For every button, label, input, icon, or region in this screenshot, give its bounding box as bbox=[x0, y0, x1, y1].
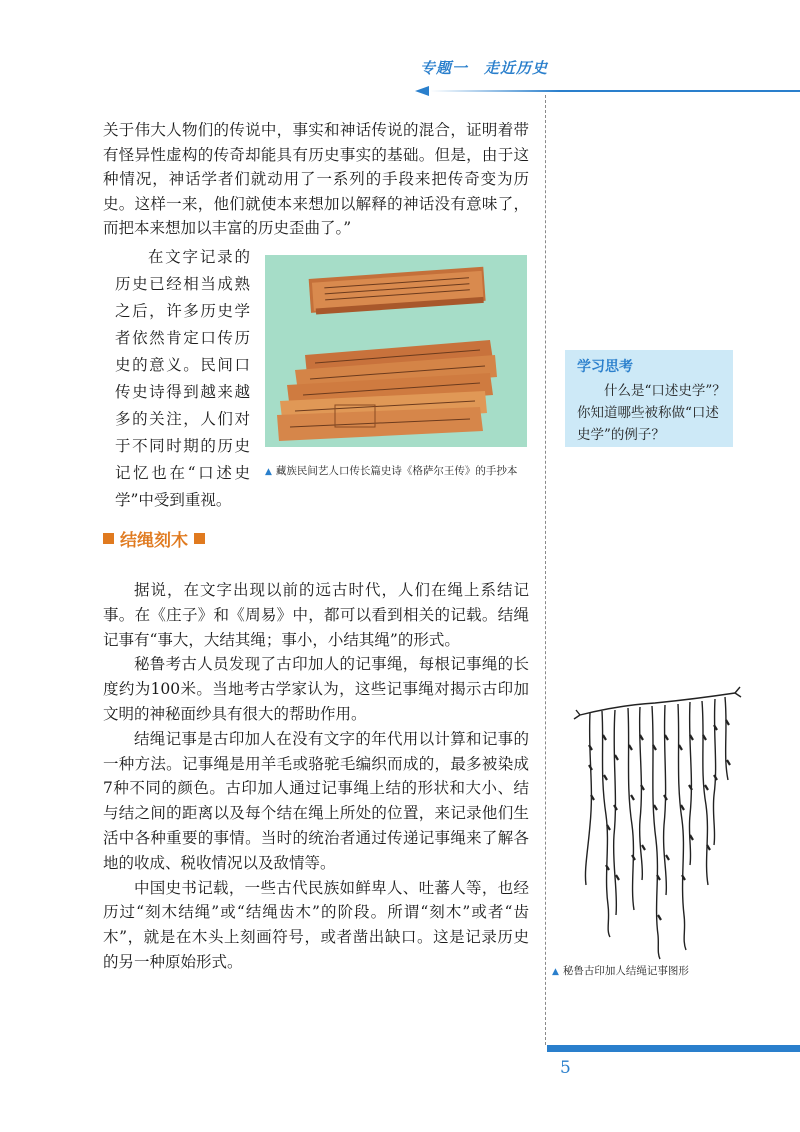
page-number: 5 bbox=[560, 1058, 571, 1078]
square-bullet-icon bbox=[103, 533, 114, 544]
study-think-box bbox=[565, 350, 733, 447]
quipu-illustration bbox=[560, 675, 750, 960]
column-divider bbox=[545, 95, 546, 1045]
chapter-header-title: 专题一 走近历史 bbox=[419, 59, 548, 77]
top-paragraph bbox=[103, 118, 529, 241]
body-paragraph: 据说，在文字出现以前的远古时代，人们在绳上系结记事。在《庄子》和《周易》中，都可以看到相关的记载。结绳记事有“事大，大结其绳；事小，小结其绳”的形式。 bbox=[103, 581, 529, 649]
study-box-question: 什么是“口述史学”？你知道哪些被称做“口述史学”的例子？ bbox=[577, 383, 726, 443]
figure2-caption-text: 秘鲁古印加人结绳记事图形 bbox=[562, 965, 689, 977]
body-paragraph: 秘鲁考古人员发现了古印加人的记事绳，每根记事绳的长度约为100米。当地考古学家认为，这些记事绳对揭示古印加文明的神秘面纱具有很大的帮助作用。 bbox=[103, 655, 529, 723]
triangle-bullet-icon: ▲ bbox=[265, 467, 272, 477]
body-paragraph: 结绳记事是古印加人在没有文字的年代用以计算和记事的一种方法。记事绳是用羊毛或骆驼毛编织而成的，最多被染成7种不同的颜色。古印加人通过记事绳上结的形状和大小、结与结之间的距离以及每个结在绳上所处的位置，来记录他们生活中各种重要的事情。当时的统治者通过传递记事绳来了解各地的收成、税收情况以及敌情等。 bbox=[103, 729, 529, 872]
triangle-bullet-icon: ▲ bbox=[552, 967, 559, 977]
gesar-manuscript-photo bbox=[265, 255, 527, 447]
quipu-drawing bbox=[560, 675, 750, 960]
study-box-text bbox=[577, 380, 727, 446]
square-bullet-icon bbox=[194, 533, 205, 544]
figure2-caption bbox=[552, 963, 689, 978]
body-paragraph: 中国史书记载，一些古代民族如鲜卑人、吐蕃人等，也经历过“刻木结绳”或“结绳齿木”的阶段。所谓“刻木”或者“齿木”，就是在木头上刻画符号，或者凿出缺口。这是记录历史的另一种原始形式。 bbox=[103, 878, 529, 971]
study-box-title: 学习思考 bbox=[577, 359, 633, 375]
header-rule bbox=[430, 90, 800, 92]
manuscript-illustration bbox=[265, 255, 527, 447]
footer-bar bbox=[547, 1045, 800, 1052]
wrap-paragraph bbox=[115, 244, 250, 514]
figure1-caption bbox=[265, 463, 517, 478]
section-heading-text: 结绳刻木 bbox=[120, 531, 188, 551]
wrap-paragraph-text: 在文字记录的历史已经相当成熟之后，许多历史学者依然肯定口传历史的意义。民间口传史诗得到越来越多的关注，人们对于不同时期的历史记忆也在“口述史学”中受到重视。 bbox=[115, 248, 250, 509]
body-text bbox=[103, 578, 529, 975]
header-arrow-icon bbox=[415, 86, 429, 96]
top-paragraph-text: 关于伟大人物们的传说中，事实和神话传说的混合，证明着带有怪异性虚构的传奇却能具有历史事实的基础。但是，由于这种情况，神话学者们就动用了一系列的手段来把传奇变为历史。这样一来，他们就使本来想加以解释的神话没有意味了，而把本来想加以丰富的历史歪曲了。” bbox=[103, 121, 529, 237]
section-heading bbox=[103, 526, 205, 551]
figure1-caption-text: 藏族民间艺人口传长篇史诗《格萨尔王传》的手抄本 bbox=[275, 465, 518, 477]
